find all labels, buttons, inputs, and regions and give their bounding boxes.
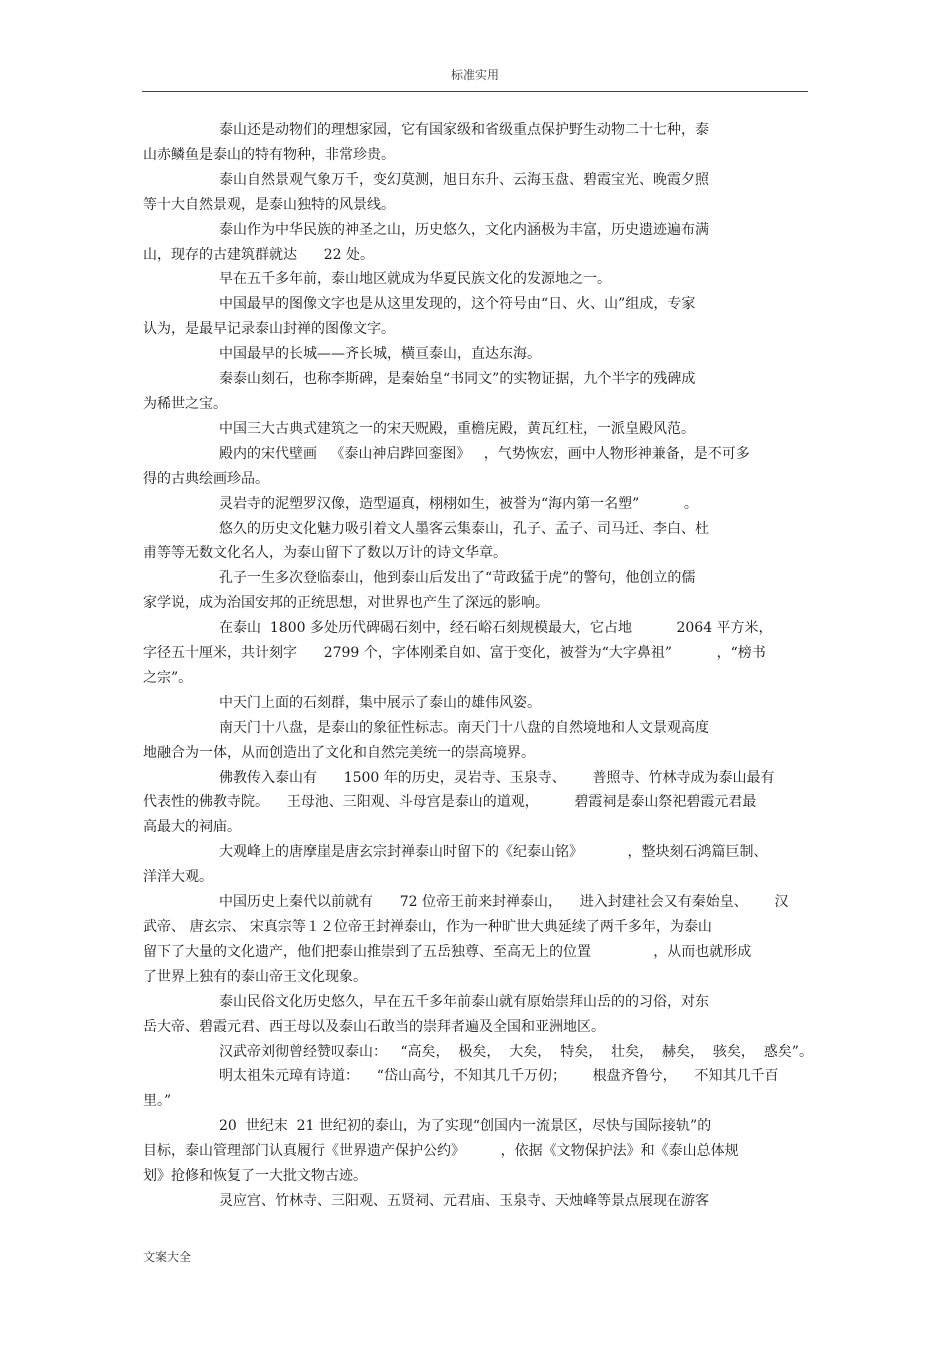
paragraph: [143, 1189, 813, 1214]
paragraph-line: 泰山自然景观气象万千，变幻莫测，旭日东升、云海玉盘、碧霞宝光、晚霞夕照: [219, 171, 709, 188]
paragraph-line: 等十大自然景观，是泰山独特的风景线。: [143, 196, 395, 213]
paragraph-line: 山，现存的古建筑群就达 22 处。: [143, 246, 374, 263]
paragraph-line: 武帝、 唐玄宗、 宋真宗等１２位帝王封禅泰山，作为一种旷世大典延续了两千多年，为泰山: [143, 919, 712, 935]
paragraph: [143, 342, 813, 367]
paragraph-line: 早在五千多年前，泰山地区就成为华夏民族文化的发源地之一。: [219, 271, 611, 288]
paragraph-line: 中国历史上秦代以前就有 72 位帝王前来封禅泰山， 进入封建社会又有秦始皇、 汉: [219, 894, 789, 911]
paragraph-line: 佛教传入泰山有 1500 年的历史，灵岩寺、玉泉寺、 普照寺、竹林寺成为泰山最有: [219, 769, 775, 786]
paragraph-line: 岳大帝、碧霞元君、西王母以及泰山石敢当的崇拜者遍及全国和亚洲地区。: [143, 1018, 605, 1035]
paragraph-line: 代表性的佛教寺院。 王母池、三阳观、斗母宫是泰山的道观， 碧霞祠是泰山祭祀碧霞元君最: [143, 794, 757, 811]
paragraph-line: 秦泰山刻石，也称李斯碑，是秦始皇“书同文”的实物证据，九个半字的残碑成: [219, 371, 696, 388]
paragraph-line: 甫等等无数文化名人，为泰山留下了数以万计的诗文华章。: [143, 545, 507, 562]
paragraph-line: 灵岩寺的泥塑罗汉像，造型逼真，栩栩如生，被誉为“海内第一名塑” 。: [219, 495, 698, 512]
paragraph-line: 泰山还是动物们的理想家园，它有国家级和省级重点保护野生动物二十七种，泰: [219, 122, 709, 138]
paragraph-line: 留下了大量的文化遗产，他们把泰山推崇到了五岳独尊、至高无上的位置 ，从而也就形成: [143, 943, 752, 960]
paragraph: [143, 990, 813, 1040]
document-body: [143, 118, 813, 1214]
paragraph: [143, 218, 813, 268]
paragraph: [143, 1064, 813, 1114]
paragraph-line: 孔子一生多次登临泰山，他到泰山后发出了“苛政猛于虎”的警句，他创立的儒: [219, 570, 696, 587]
header-divider: [142, 91, 808, 92]
paragraph: [143, 566, 813, 616]
paragraph-line: 灵应宫、竹林寺、三阳观、五贤祠、元君庙、玉泉寺、天烛峰等景点展现在游客: [219, 1192, 709, 1209]
paragraph: [143, 118, 813, 168]
paragraph: [143, 292, 813, 342]
paragraph-line: 了世界上独有的泰山帝王文化现象。: [143, 968, 367, 985]
paragraph: [143, 168, 813, 218]
paragraph: [143, 417, 813, 442]
paragraph-line: 明太祖朱元璋有诗道： “岱山高兮，不知其几千万仞； 根盘齐鲁兮， 不知其几千百: [219, 1068, 779, 1085]
paragraph: [143, 367, 813, 417]
paragraph-line: 南天门十八盘，是泰山的象征性标志。南天门十八盘的自然境地和人文景观高度: [219, 719, 709, 736]
paragraph: [143, 1114, 813, 1189]
paragraph-line: 殿内的宋代壁画 《泰山神启跸回銮图》 ，气势恢宏，画中人物形神兼备，是不可多: [219, 445, 750, 462]
paragraph: [143, 442, 813, 492]
paragraph-line: 里。”: [143, 1093, 172, 1110]
paragraph: [143, 890, 813, 990]
paragraph-line: 泰山民俗文化历史悠久，早在五千多年前泰山就有原始崇拜山岳的的习俗，对东: [219, 993, 709, 1010]
paragraph-line: 汉武帝刘彻曾经赞叹泰山： “高矣， 极矣， 大矣， 特矣， 壮矣， 赫矣， 骇矣， 惑矣”。: [219, 1043, 813, 1060]
paragraph-line: 洋洋大观。: [143, 869, 213, 886]
paragraph-line: 中国最早的长城——齐长城，横亘泰山，直达东海。: [219, 346, 541, 363]
paragraph-line: 字径五十厘米，共计刻字 2799 个，字体刚柔自如、富于变化，被誉为“大字鼻祖” ，“榜书: [143, 645, 766, 662]
paragraph-line: 地融合为一体，从而创造出了文化和自然完美统一的崇高境界。: [143, 744, 535, 761]
paragraph-line: 目标，泰山管理部门认真履行《世界遗产保护公约》 ，依据《文物保护法》和《泰山总体规: [143, 1143, 739, 1160]
paragraph: [143, 691, 813, 716]
paragraph: [143, 517, 813, 567]
paragraph: [143, 716, 813, 766]
paragraph: [143, 1040, 813, 1065]
paragraph: [143, 766, 813, 841]
paragraph-line: 泰山作为中华民族的神圣之山，历史悠久，文化内涵极为丰富，历史遗迹遍布满: [219, 221, 709, 238]
paragraph-line: 高最大的祠庙。: [143, 819, 241, 836]
paragraph-line: 中国最早的图像文字也是从这里发现的，这个符号由“日、火、山”组成，专家: [219, 296, 696, 313]
paragraph-line: 在泰山 1800 多处历代碑碣石刻中，经石峪石刻规模最大，它占地 2064 平方米，: [219, 620, 773, 637]
paragraph-line: 得的古典绘画珍品。: [143, 470, 269, 487]
page-header: 标准实用: [450, 68, 499, 82]
page-footer: 文案大全: [143, 1250, 192, 1264]
paragraph: [143, 616, 813, 691]
paragraph-line: 家学说，成为治国安邦的正统思想，对世界也产生了深远的影响。: [143, 595, 549, 612]
paragraph-line: 为稀世之宝。: [143, 395, 227, 412]
paragraph-line: 中天门上面的石刻群，集中展示了泰山的雄伟风姿。: [219, 694, 541, 711]
paragraph-line: 认为，是最早记录泰山封禅的图像文字。: [143, 321, 395, 338]
paragraph-line: 山赤鳞鱼是泰山的特有物种，非常珍贵。: [143, 146, 395, 163]
paragraph-line: 之宗”。: [143, 669, 193, 686]
paragraph: [143, 267, 813, 292]
paragraph-line: 大观峰上的唐摩崖是唐玄宗封禅泰山时留下的《纪泰山铭》 ，整块刻石鸿篇巨制、: [219, 844, 768, 861]
paragraph: [143, 840, 813, 890]
paragraph-line: 划》抢修和恢复了一大批文物古迹。: [143, 1168, 367, 1185]
paragraph-line: 中国三大古典式建筑之一的宋天贶殿，重檐庑殿，黄瓦红柱，一派皇殿风范。: [219, 420, 695, 437]
paragraph: [143, 492, 813, 517]
paragraph-line: 20 世纪末 21 世纪初的泰山，为了实现“创国内一流景区，尽快与国际接轨”的: [219, 1118, 712, 1135]
paragraph-line: 悠久的历史文化魅力吸引着文人墨客云集泰山，孔子、孟子、司马迁、李白、杜: [219, 520, 709, 537]
